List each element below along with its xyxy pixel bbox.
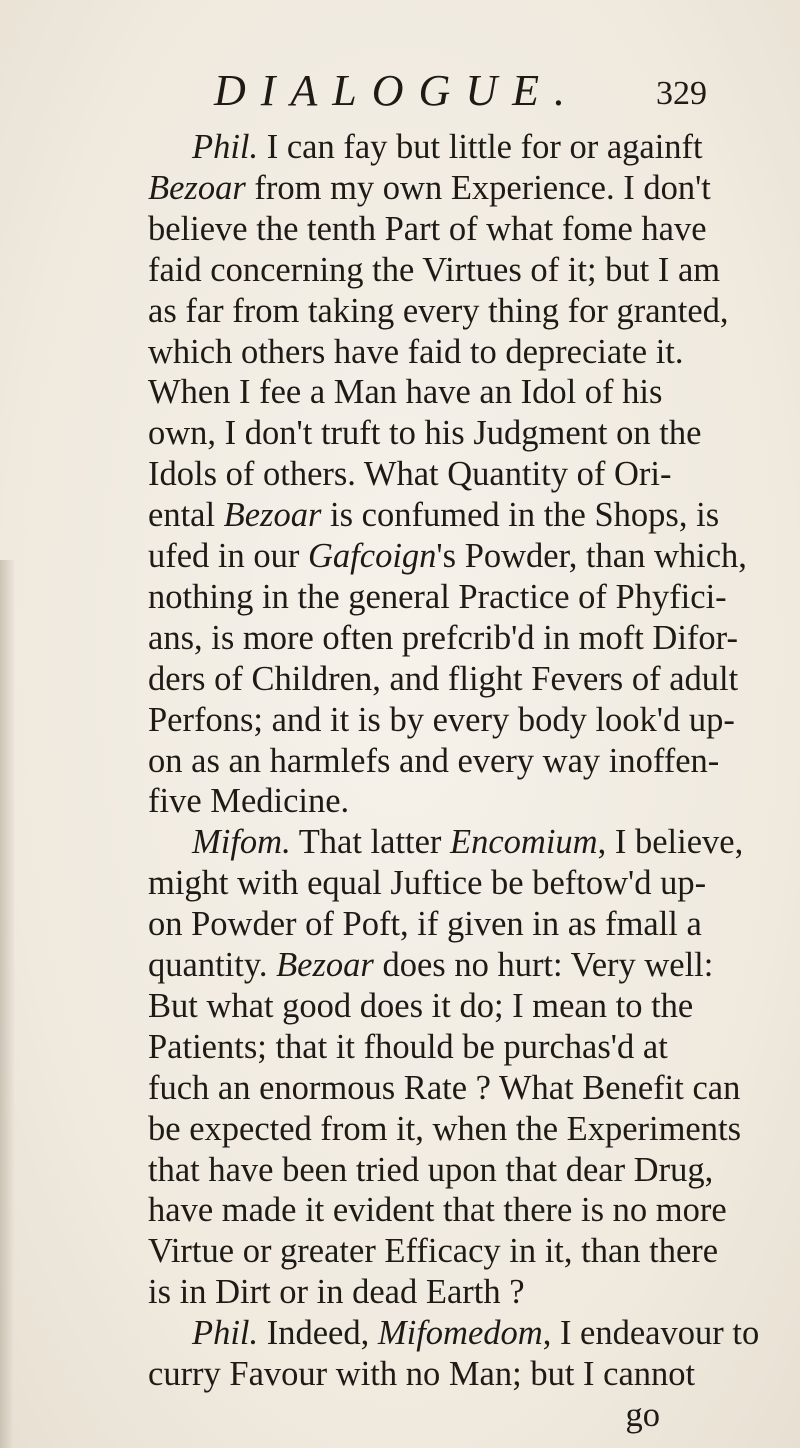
italic-text: Bezoar	[276, 946, 374, 984]
line-text	[148, 533, 747, 579]
line-text	[148, 615, 738, 661]
text-line	[0, 1065, 800, 1111]
text-line	[0, 1351, 800, 1397]
text-line	[0, 451, 800, 497]
roman-text: on as an harmlefs and every way inoffen-	[148, 741, 720, 780]
text-line	[0, 1269, 800, 1315]
text-line	[0, 124, 800, 170]
roman-text: have made it evident that there is no more	[148, 1191, 727, 1230]
line-text	[148, 983, 694, 1029]
roman-text: might with equal Juftice be beftow'd up-	[148, 864, 707, 903]
line-text	[148, 697, 735, 743]
line-text	[148, 1187, 727, 1233]
roman-text: But what good does it do; I mean to the	[148, 986, 694, 1025]
roman-text: Virtue or greater Efficacy in it, than there	[148, 1232, 719, 1271]
text-line	[0, 165, 800, 211]
line-text	[148, 206, 707, 252]
line-text	[148, 247, 721, 293]
text-line	[0, 369, 800, 415]
text-line	[0, 697, 800, 743]
text-line	[0, 410, 800, 456]
roman-text: faid concerning the Virtues of it; but I am	[148, 250, 721, 289]
roman-text: from my own Experience. I don't	[245, 168, 711, 207]
roman-text: ans, is more often prefcrib'd in moft Difor-	[148, 618, 738, 657]
roman-text: , I believe,	[597, 823, 744, 862]
line-text	[148, 738, 720, 784]
page-header	[0, 66, 800, 116]
text-line	[0, 1106, 800, 1152]
catchword	[626, 1392, 661, 1438]
line-text	[148, 1269, 525, 1315]
line-text	[148, 1024, 668, 1070]
line-text	[148, 451, 672, 497]
roman-text: Patients; that it fhould be purchas'd at	[148, 1027, 668, 1066]
roman-text: ental	[148, 496, 224, 535]
roman-text: believe the tenth Part of what fome have	[148, 209, 707, 248]
text-line	[0, 1310, 800, 1356]
line-text	[148, 778, 349, 824]
roman-text: ufed in our	[148, 537, 309, 575]
roman-text: , I endeavour to	[542, 1314, 760, 1353]
roman-text: Indeed,	[258, 1314, 378, 1353]
text-line	[0, 288, 800, 334]
line-text	[148, 165, 711, 211]
text-line	[0, 1024, 800, 1070]
page-number: 329	[656, 75, 707, 112]
roman-text: own, I don't truft to his Judgment on the	[148, 414, 702, 453]
roman-text: ders of Children, and flight Fevers of adult	[148, 659, 739, 698]
line-text	[148, 1147, 714, 1193]
text-line	[0, 942, 800, 988]
roman-text: five Medicine.	[148, 782, 350, 821]
text-line	[0, 738, 800, 784]
roman-text: When I fee a Man have an Idol of his	[148, 373, 663, 412]
line-text	[148, 1351, 696, 1397]
roman-text: curry Favour with no Man; but I cannot	[148, 1355, 696, 1393]
roman-text: does no hurt: Very well:	[373, 946, 714, 984]
italic-text: Bezoar	[148, 168, 246, 207]
text-line	[0, 492, 800, 538]
text-line	[0, 1392, 800, 1438]
roman-text: be expected from it, when the Experiments	[148, 1109, 742, 1148]
roman-text: quantity.	[148, 946, 277, 984]
text-line	[0, 901, 800, 947]
text-line	[0, 206, 800, 252]
running-head: DIALOGUE.	[214, 66, 580, 115]
line-text	[148, 901, 702, 947]
line-text	[192, 819, 744, 865]
text-line	[0, 1147, 800, 1193]
roman-text: fuch an enormous Rate ? What Benefit can	[148, 1068, 741, 1107]
line-text	[148, 1228, 719, 1274]
line-text	[148, 656, 739, 702]
roman-text: is in Dirt or in dead Earth ?	[148, 1273, 525, 1312]
line-text	[148, 1106, 742, 1152]
roman-text: which others have faid to depreciate it.	[148, 332, 684, 371]
text-line	[0, 533, 800, 579]
text-line	[0, 656, 800, 702]
text-line	[0, 574, 800, 620]
text-line	[0, 329, 800, 375]
roman-text: that have been tried upon that dear Drug,	[148, 1150, 714, 1189]
roman-text: is confumed in the Shops, is	[321, 496, 720, 535]
text-line	[0, 1228, 800, 1274]
line-text	[148, 329, 684, 375]
line-text	[148, 410, 702, 456]
italic-text: Phil.	[192, 128, 259, 166]
roman-text: nothing in the general Practice of Phyfici-	[148, 577, 727, 616]
text-line	[0, 1187, 800, 1233]
roman-text: as far from taking every thing for granted,	[148, 291, 729, 330]
italic-text: Phil.	[192, 1314, 259, 1353]
roman-text: 's Powder, than which,	[436, 537, 747, 575]
line-text	[148, 942, 714, 988]
italic-text: Encomium	[450, 823, 598, 862]
roman-text: That latter	[290, 823, 451, 862]
text-line	[0, 247, 800, 293]
italic-text: Bezoar	[223, 496, 322, 535]
roman-text: Idols of others. What Quantity of Ori-	[148, 455, 672, 494]
line-text	[148, 369, 663, 415]
roman-text: I can fay but little for or againft	[258, 128, 703, 166]
text-line	[0, 983, 800, 1029]
text-line	[0, 860, 800, 906]
roman-text: on Powder of Poft, if given in as fmall a	[148, 905, 702, 944]
text-line	[0, 615, 800, 661]
line-text	[148, 492, 720, 538]
line-text	[192, 1310, 760, 1356]
line-text	[148, 288, 729, 334]
line-text	[148, 1065, 741, 1111]
line-text	[148, 860, 707, 906]
line-text	[192, 124, 703, 170]
italic-text: Gafcoign	[308, 537, 437, 575]
line-text	[148, 574, 727, 620]
roman-text: Perfons; and it is by every body look'd up-	[148, 700, 735, 739]
text-line	[0, 819, 800, 865]
roman-text: go	[625, 1395, 660, 1434]
text-line	[0, 778, 800, 824]
italic-text: Mifomedom	[377, 1314, 543, 1353]
italic-text: Mifom.	[192, 823, 291, 862]
